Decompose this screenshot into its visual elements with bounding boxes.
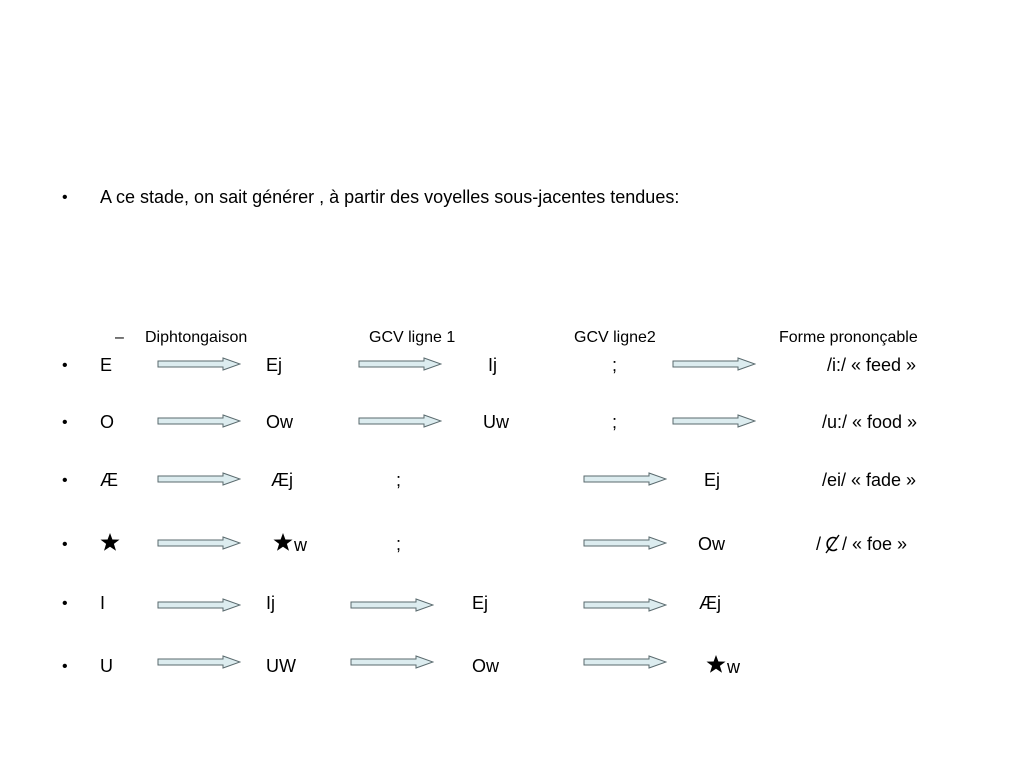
- row-gcv2: Æj: [699, 593, 721, 613]
- right-arrow-icon: [583, 598, 667, 612]
- row-gcv1: Ej: [472, 593, 489, 613]
- row-bullet: •: [62, 357, 68, 374]
- row-input: O: [100, 412, 115, 432]
- header-gcv-ligne-1: GCV ligne 1: [369, 329, 456, 346]
- right-arrow-icon: [157, 598, 241, 612]
- right-arrow-icon: [672, 414, 756, 428]
- row-gcv1: Ij: [488, 355, 497, 375]
- header-forme-prononcable: Forme prononçable: [779, 329, 918, 346]
- right-arrow-icon: [358, 414, 442, 428]
- row-diphthong-suffix: w: [294, 535, 307, 555]
- right-arrow-icon: [583, 536, 667, 550]
- row-bullet: •: [62, 472, 68, 489]
- row-form: /i:/ « feed »: [827, 355, 917, 375]
- row-gcv1: Uw: [483, 412, 509, 432]
- header-gcv-ligne-2: GCV ligne2: [574, 329, 656, 346]
- row-bullet: •: [62, 414, 68, 431]
- row-diphthong: Ej: [266, 355, 283, 375]
- row-diphthong: Ij: [266, 593, 275, 613]
- row-diphthong: Ow: [266, 412, 293, 432]
- header-diphtongaison: Diphtongaison: [145, 329, 248, 346]
- right-arrow-icon: [583, 472, 667, 486]
- right-arrow-icon: [350, 598, 434, 612]
- header-dash: –: [115, 329, 124, 346]
- row-bullet: •: [62, 658, 68, 675]
- row-form: /ei/ « fade »: [822, 470, 917, 490]
- right-arrow-icon: [350, 655, 434, 669]
- intro-text: A ce stade, on sait générer , à partir des voyelles sous-jacentes tendues:: [100, 187, 680, 207]
- star-icon: [273, 532, 293, 552]
- right-arrow-icon: [583, 655, 667, 669]
- row-bullet: •: [62, 595, 68, 612]
- right-arrow-icon: [157, 414, 241, 428]
- row-form-prefix: /: [816, 534, 822, 554]
- row-input: U: [100, 656, 113, 676]
- right-arrow-icon: [358, 357, 442, 371]
- row-gcv2: ;: [612, 412, 618, 432]
- row-gcv2: Ej: [704, 470, 721, 490]
- right-arrow-icon: [157, 357, 241, 371]
- right-arrow-icon: [157, 536, 241, 550]
- row-gcv2: ;: [612, 355, 618, 375]
- intro-bullet: •: [62, 189, 68, 206]
- row-gcv2: Ow: [698, 534, 725, 554]
- row-form: /u:/ « food »: [822, 412, 918, 432]
- open-o-slashed-icon: [823, 532, 843, 556]
- right-arrow-icon: [672, 357, 756, 371]
- right-arrow-icon: [157, 472, 241, 486]
- right-arrow-icon: [157, 655, 241, 669]
- row-diphthong: Æj: [271, 470, 293, 490]
- star-icon: [706, 654, 726, 674]
- row-input: I: [100, 593, 106, 613]
- row-bullet: •: [62, 536, 68, 553]
- star-icon: [100, 532, 120, 552]
- row-gcv1: ;: [396, 534, 402, 554]
- row-gcv2-suffix: w: [727, 657, 740, 677]
- row-input: E: [100, 355, 113, 375]
- row-input: Æ: [100, 470, 118, 490]
- row-gcv1: ;: [396, 470, 402, 490]
- row-form: / « foe »: [842, 534, 908, 554]
- row-gcv1: Ow: [472, 656, 499, 676]
- row-diphthong: UW: [266, 656, 296, 676]
